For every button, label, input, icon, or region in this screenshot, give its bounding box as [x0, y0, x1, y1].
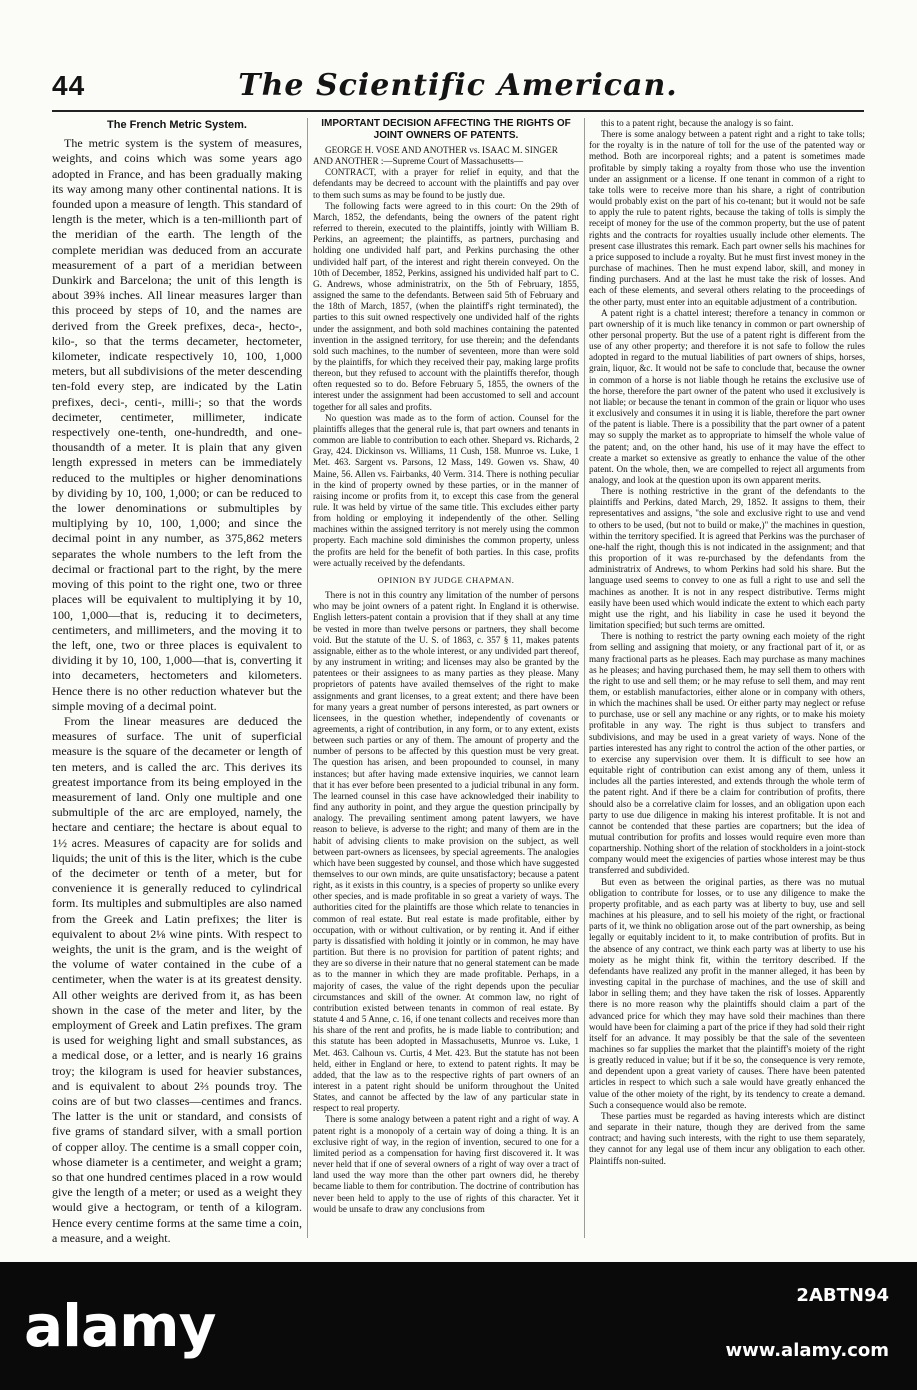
- opinion-heading: OPINION BY JUDGE CHAPMAN.: [377, 574, 515, 585]
- paragraph: But even as between the original parties, as there was no mutual obligation to contribute for losses, or to use any diligence to make the property profitable, and as each party was at liberty to buy, use and sell machines at his pleasure, and to sell his moiety of the right, or fractional parts of it, we think no obligation arose out of the part ownership, as being legally or equitably incident to it, to make contribution of profits. But in the absence of any contract, we think each party was at liberty to use his moiety as he might think fit, within the territory described. If the defendants have realized any profit in the manner alleged, it has been by investing capital in the purchase of machines, and the use of skill and labor in selling them; and they have taken the risk of losses. Apparently there is no more reason why the plaintiffs should claim a part of the advanced price for which they may have sold their machines than there would have been for claiming a part of the price if they had sold their right itself for an advance. It may possibly be that the sale of the seventeen machines so far supplies the market that the plaintiff's moiety of the right is greatly reduced in value; but if it be so, the consequence is very remote, and dependent upon a great variety of causes. There have been patented articles in respect to which such a sale would have greatly enhanced the value of the other moiety of the right, by its tendency to create a demand. Such a consequence would also be remote.: [589, 876, 865, 1110]
- paragraph: There is not in this country any limitation of the number of persons who may be joint owners of a patent right. In England it is otherwise. English letters-patent contain a provision that if they shall at any time be vested in more than twelve persons or partners, they shall become void. But the statute of the U. S. of 1863, c. 357 § 11, makes patents assignable, either as to the whole interest, or any undivided part thereof, by any instrument in writing; and licenses may also be granted by the patentees or their assignees to as many parties as they please. Many proprietors of patents have availed themselves of the right to make assignments and grant licenses, to a great extent; and there have been for many years a great number of persons interested, as part owners or licensees, in the question whether, independently of covenants or agreements, a right of contribution, in any form, or to any extent, exists between such parties or any of them. The amount of property and the number of persons to be affected by this question must be very great. The question has arisen, and been propounded to counsel, in many instances; but after having made extensive inquiries, we cannot learn that it has ever before been presented to a judicial tribunal in any form. The learned counsel in this case have acknowledged their inability to find any authority in point, and they argue the question principally by analogy. The prevailing sentiment among patent lawyers, we have reason to believe, is adverse to the right; and many of them are in the habit of advising clients to make provision on the subject, as well between part-owners as licensees, by special agreements. The analogies which have been suggested by counsel, and those which have suggested themselves to our own minds, are quite unsatisfactory; because a patent right, as it exists in this country, is a species of property so unlike every other species, and is made profitable in so great a variety of ways. The authorities cited for the plaintiffs are those which relate to tenancies in common of real estate. But real estate is made profitable, either by occupation, with or without cultivation, or by renting it. And if either party is dissatisfied with holding it jointly or in common, he may have partition. But there is no provision for partition of patent rights; and they are so diverse in their nature that no general statement can be made as to the manner in which they are made profitable. Perhaps, in a majority of cases, the value of the right depends upon the peculiar circumstances and skill of the owner. At common law, no right of contribution existed between tenants in common of real estate. By statute 4 and 5 Anne, c. 16, if one tenant collects and receives more than his share of the rent and profits, he is made liable to contribution; and this statute has been adopted in Massachusetts, Munroe vs. Luke, 1 Met. 463. Calhoun vs. Curtis, 4 Met. 423. But the statute has not been held, either in England or here, to extend to patent rights. It may be added, that the law as to the respective rights of part owners of an interest in a patent right should be uniform throughout the United States, and cannot be affected by the law of any particular state in respect to real property.: [313, 590, 579, 1114]
- paragraph: A patent right is a chattel interest; therefore a tenancy in common or part ownership of it is much like tenancy in common or part ownership of other personal property. But the use of a patent right is different from the use of any other property; and therefore it is not safe to follow the rules adopted in regard to the mutual liabilities of part owners of ships, horses, grain, liquor, &c. It would not be safe to conclude that, because the owner in common of a horse is not liable though he retains the exclusive use of the horse, therefore the part owner of the patent who used it exclusively is not liable; or because the tenant in common of the grain or liquor who uses it exclusively and consumes it in using it is liable, therefore the part owner of the patent is liable. There is a possibility that the part owner of a patent may so supply the market as to appropriate to himself the whole value of the patent; and, on the other hand, his use of it may have the effect to create a market so extensive as greatly to enhance the value of the other patent. On the whole, then, we are compelled to reject all arguments from analogy, and look at the question upon its own apparent merits.: [589, 307, 865, 485]
- paragraph: The following facts were agreed to in this court: On the 29th of March, 1852, the defendants, being the owners of the patent right referred to therein, executed to the plaintiffs, jointly with William B. Perkins, an agreement; the plaintiffs, as partners, purchasing and holding one undivided half part, and Perkins purchasing the other undivided half part, of the interest and right therein conveyed. On the 10th of December, 1852, Perkins, assigned his undivided half part to C. G. Andrews, whose administratrix, on the 5th of February, 1855, assigned the same to the defendants. Between said 5th of February and the 18th of March, 1857, (when the plaintiff's right terminated), the parties to this suit owned respectively one undivided half of the rights under the assignment, and both sold machines containing the patented invention in the assigned territory, for use therein; and the defendants sold such machines, to the number of seventeen, more than were sold by the plaintiffs, for which they received their pay, making large profits thereon, but they refused to account with the plaintiffs therefor, though often requested so to do. Before February 5, 1855, the owners of the interest under the assignment had been accustomed to sell and account together for all sales and profits.: [313, 200, 579, 412]
- paragraph: These parties must be regarded as having interests which are distinct and separate in their nature, though they are derived from the same contract; and having such interests, with the right to use them separately, they cannot for any legal use of them incur any obligation to each other. Plaintiffs non-suited.: [589, 1110, 865, 1166]
- stock-image-id: 2ABTN94: [796, 1285, 889, 1306]
- column-1: [52, 118, 302, 1248]
- column-divider: [584, 118, 585, 1238]
- column-divider: [307, 118, 308, 1238]
- paragraph: From the linear measures are deduced the measures of surface. The unit of superficial measure is the square of the decameter or length of ten meters, and is called the arc. This derives its greatest importance from its being employed in the measurement of land. Only one multiple and one submultiple of the arc are employed, namely, the hectare and centiare; the hectare is about equal to 1½ acres. Measures of capacity are for solids and liquids; the unit of this is the liter, which is the cube of the decimeter or tenth of a meter, but for convenience it is generally reduced to cylindrical form. Its multiples and submultiples are also named from the Greek and Latin prefixes; the liter is equivalent to about 2⅛ wine pints. With respect to weights, the unit is the gram, and is the weight of the volume of water contained in the cube of a centimeter, when the water is at its greatest density. All other weights are derived from it, as has been shown in the case of the meter and liter, by the employment of Greek and Latin prefixes. The gram is used for weighing light and small substances, as a medical dose, or a letter, and is nearly 16 grains troy; the kilogram is used for heavier substances, and is equivalent to about 2⅔ pounds troy. The coins are of but two classes—centimes and francs. The latter is the unit or standard, and consists of five grams of standard silver, with a small portion of copper alloy. The centime is a small copper coin, whose diameter is a centimeter, and weight a gram; so that one hundred centimes placed in a row would give the length of a meter; or used as a weight they would give a hectogram, or tenth of a kilogram. Hence every centime forms at the same time a coin, a measure, and a weight.: [52, 713, 302, 1245]
- case-line: GEORGE H. VOSE AND ANOTHER vs. ISAAC M. SINGER AND ANOTHER :—Supreme Court of Massachusetts—: [313, 145, 558, 167]
- page-header: [52, 68, 864, 108]
- paragraph: There is nothing restrictive in the grant of the defendants to the plaintiffs and Perkins, dated March, 29, 1852. It assigns to them, their representatives and assigns, "the sole and exclusive right to use and vend to others to be used, (but not to build or make,)" the machines in question, within the territory specified. It is agreed that Perkins was the purchaser of one-half the right, though this is not indicated in the assignment; and that this proportion of it was re-purchased by the defendants from the administratrix of Andrews, to whom Perkins had sold his share. But the language used seems to convey to one as full a right to use and sell the machines as another. It is not in any respect distributive. Terms might easily have been used which would indicate the extent to which each party might use the right, and his liability in case he used it beyond the limitation specified; but such terms are omitted.: [589, 486, 865, 631]
- paragraph: No question was made as to the form of action. Counsel for the plaintiffs alleges that the general rule is, that part owners and tenants in common are liable to contribution to each other. Shepard vs. Richards, 2 Gray, 424. Dickinson vs. Williams, 11 Cush, 158. Munroe vs. Luke, 1 Met. 463. Sargent vs. Parsons, 12 Mass, 149. Gowen vs. Shaw, 40 Maine, 56. Allen vs. Fairbanks, 40 Verm. 314. There is nothing peculiar in the kind of property owned by these parties, or in the manner of raising income or profits from it, to except this case from the general rule. It was held by virtue of the same title. This excludes either party from holding or employing it independently of the other. Selling machines within the assigned territory is not merely using the common property. Each machine sold diminishes the common property, unless the profits are held for the benefit of both parties. In this case, profits were actually received by the defendants.: [313, 412, 579, 568]
- article-title-patent-decision: IMPORTANT DECISION AFFECTING THE RIGHTS OF JOINT OWNERS OF PATENTS.: [321, 118, 571, 141]
- paragraph: There is nothing to restrict the party owning each moiety of the right from selling and assigning that moiety, or any fractional part of it, or as many fractional parts as he pleases. Each may purchase as many machines as he pleases; and having purchased them, he may sell them to others with the right to use and sell them; or he may refuse to sell them, and may rent them, or establish manufactories, either alone or in company with others, in which the machines shall be used. Or either party may neglect or refuse to purchase, use or sell any machine or any rights, or to make his moiety profitable in any way. The right is thus subject to transfers and subdivisions, and may be used in a great variety of ways. None of the parties interested has any right to control the action of the other parties, or to exercise any supervision over them. It is difficult to see how an equitable right of contribution can exist among any of them, unless it includes all the parties interested, and extends through the whole term of the patent right. And if there be a claim for contribution of profits, there should also be a correlative claim for losses, and an obligation upon each party to use due diligence in making his interest profitable. It is not and cannot be contended that these parties are copartners; but the idea of mutual contribution for profits and losses would require even more than copartnership. Nothing short of the relation of stockholders in a joint-stock company would meet the exigencies of parties whose interest may be thus transferred and subdivided.: [589, 631, 865, 876]
- column-3: [589, 118, 865, 1248]
- paragraph: There is some analogy between a patent right and a right to take tolls; for the royalty is in the nature of toll for the use of the patented way or method. Both are incorporeal rights; and a patent is sometimes made profitable by simply taking a royalty from those who use the invention under an assignment or a license. If one tenant in common of a right to take tolls were to receive more than his share, a right of contribution would probably exist on the part of his co-tenant; but it would not be safe to apply the rule to patent rights, because the taking of tolls is simply the receipt of money for the use of the common property, but the use of patent rights and the contracts for royalties usually include other elements. The present case illustrates this remark. Each part owner sells his machines for a price supposed to include a royalty. But he must first invest money in the purchase of machines. Then he must expend labor, skill, and money in finding purchasers. And at the last he must take the risk of losses. And each of these elements, and several others relating to the proceedings of the other party, must enter into an equitable adjustment of a contribution.: [589, 129, 865, 307]
- stock-url: www.alamy.com: [725, 1340, 889, 1361]
- paragraph: There is some analogy between a patent right and a right of way. A patent right is a monopoly of a certain way of doing a thing. It is an exclusive right of way, in the region of invention, secured to one for a limited period as a compensation for having first discovered it. It was never held that if one of several owners of a right of way over a tract of land used the way more than the other part owners did, he thereby became liable to them for contribution. The doctrine of contribution has never been held to apply to the use of rights of this character. Yet it would be unsafe to draw any conclusions from: [313, 1114, 579, 1214]
- page-number: 44: [52, 70, 86, 101]
- paragraph: CONTRACT, with a prayer for relief in equity, and that the defendants may be decreed to account with the plaintiffs and pay over to them such sums as may be found to be justly due.: [313, 167, 579, 200]
- masthead-title: The Scientific American.: [238, 68, 678, 103]
- alamy-logo: alamy: [24, 1292, 216, 1360]
- article-title-metric-system: The French Metric System.: [107, 119, 247, 131]
- column-2: [313, 118, 579, 1248]
- paragraph: The metric system is the system of measures, weights, and coins which was some years ago adopted in France, and has been gradually making its way among many other continental nations. It is founded upon a measure of length. This standard of length is the meter, which is a ten-millionth part of the meridian of the earth. The length of the complete meridian was deduced from an accurate measurement of a part of a meridian between Dunkirk and Barcelona; the unit of this length is about 39⅜ inches. All linear measures larger than this proceed by steps of 10, and the names are derived from the Greek prefixes, deca-, hecto-, kilo-, so that the terms decameter, hectometer, kilometer, indicate respectively 10, 100, 1,000 meters, but all subdivisions of the meter descending ten-fold every step, are indicated by the Latin prefixes, deci-, centi-, milli-; so that the words decimeter, centimeter, millimeter, indicate respectively one-tenth, one-hundredth, and one-thousandth of a meter. It is plain that any given length expressed in meters can be immediately reduced to the multiples or higher denominations by dividing by 10, 100, 1,000; or can be reduced to the lower denominations or submultiples by multiplying by 10, 100, 1,000; and since the decimal point in any number, as 375,862 meters separates the whole numbers to the left from the decimal or fractional part to the right, by the mere moving of this point to the right one, two or three places will be equivalent to multiplying it by 10, 100, 1,000—that is, reducing it to decimeters, centimeters, and millimeters, and the moving it to the left, one, two or three places is equivalent to dividing it by 10, 100, 1,000—that is, converting it into decameters, hectometers and kilometers. Hence there is no other reduction whatever but the simple moving of a decimal point.: [52, 136, 302, 713]
- header-rule: [52, 110, 864, 112]
- paragraph: this to a patent right, because the analogy is so faint.: [601, 118, 794, 128]
